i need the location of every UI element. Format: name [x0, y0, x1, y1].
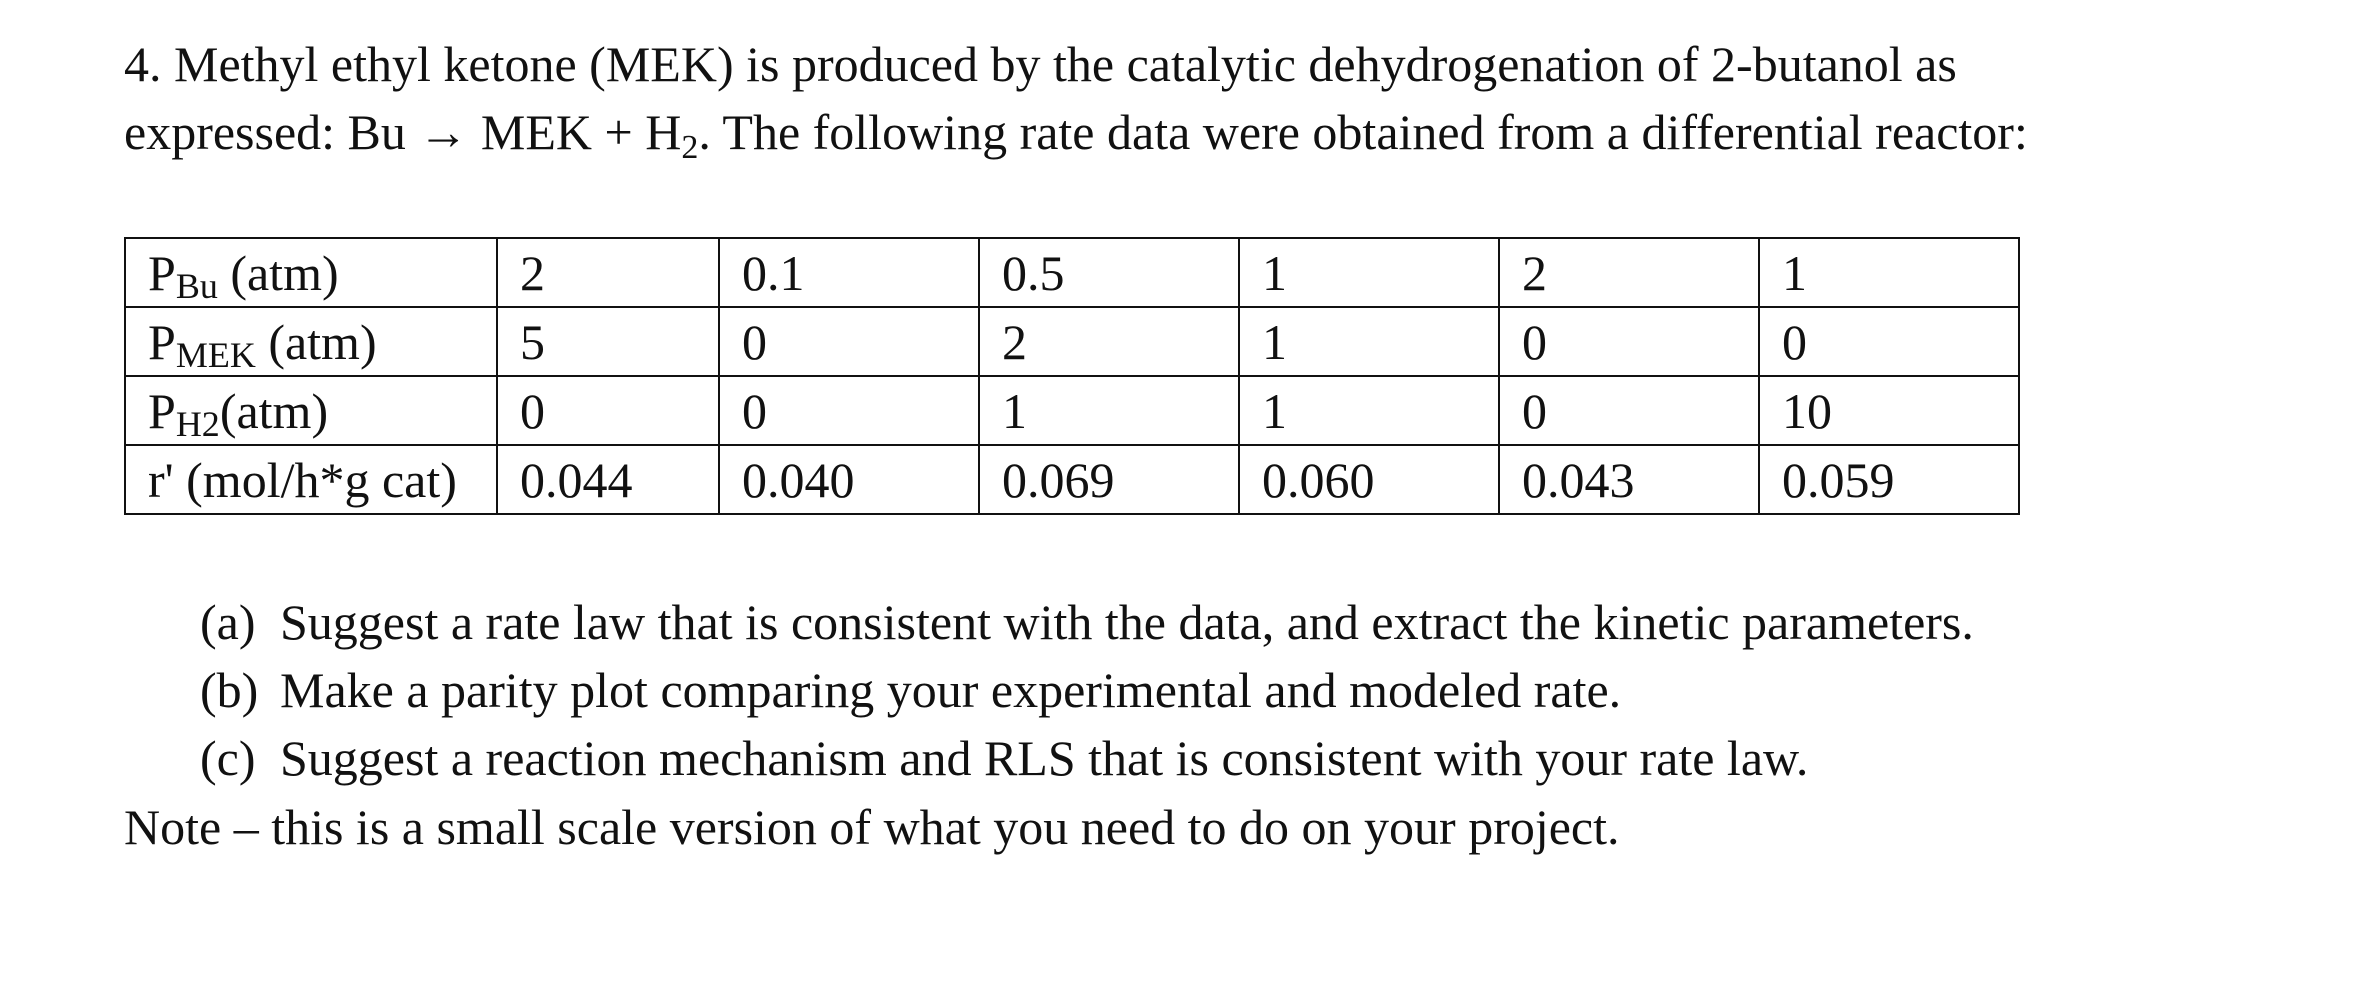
- row-header-unit: (atm): [217, 244, 339, 301]
- table-cell: 0.044: [497, 445, 719, 514]
- table-cell: 0: [719, 376, 979, 445]
- table-cell: 5: [497, 307, 719, 376]
- project-note: Note – this is a small scale version of what you need to do on your project.: [124, 799, 1620, 855]
- question-text: Suggest a reaction mechanism and RLS that is consistent with your rate law.: [280, 730, 1809, 786]
- table-cell: 1: [1759, 238, 2019, 307]
- row-header-unit: (atm): [255, 313, 377, 370]
- h2-subscript: 2: [681, 129, 699, 166]
- row-header: [125, 238, 497, 307]
- table-cell: 0.069: [979, 445, 1239, 514]
- question-item-a: [200, 588, 1974, 656]
- table-cell: 0.060: [1239, 445, 1499, 514]
- table-cell: 0.5: [979, 238, 1239, 307]
- table-cell: 1: [979, 376, 1239, 445]
- row-header-main: P: [148, 382, 176, 439]
- table-cell: 1: [1239, 376, 1499, 445]
- question-text: Make a parity plot comparing your experimental and modeled rate.: [280, 662, 1622, 718]
- question-label: (a): [200, 594, 256, 650]
- table-cell: 0.1: [719, 238, 979, 307]
- question-item-b: [200, 656, 1974, 724]
- rate-data-table: [124, 237, 2020, 515]
- reaction-text: expressed: Bu → MEK + H: [124, 104, 682, 160]
- table-row: [125, 307, 2019, 376]
- table-cell: 0: [497, 376, 719, 445]
- table-cell: 2: [979, 307, 1239, 376]
- problem-statement: [124, 30, 2274, 173]
- row-header: [125, 445, 497, 514]
- table-row: [125, 376, 2019, 445]
- row-header-main: P: [148, 313, 176, 370]
- problem-statement-line-2: [124, 98, 2274, 173]
- row-header: [125, 376, 497, 445]
- row-header-subscript: MEK: [175, 334, 256, 375]
- question-item-c: [200, 724, 1974, 792]
- table-cell: 0.043: [1499, 445, 1759, 514]
- table-cell: 0: [1499, 376, 1759, 445]
- table-cell: 0: [1759, 307, 2019, 376]
- table-row: [125, 445, 2019, 514]
- question-list: [200, 588, 1974, 792]
- row-header-subscript: Bu: [175, 265, 218, 306]
- row-header: [125, 307, 497, 376]
- table-cell: 1: [1239, 238, 1499, 307]
- row-header-main: r' (mol/h*g cat): [148, 451, 457, 508]
- table-cell: 0.040: [719, 445, 979, 514]
- question-label: (b): [200, 662, 259, 718]
- table-row: [125, 238, 2019, 307]
- problem-statement-line-1: 4. Methyl ethyl ketone (MEK) is produced by the catalytic dehydrogenation of 2-butanol as: [124, 36, 1957, 92]
- table-cell: 10: [1759, 376, 2019, 445]
- problem-statement-tail: . The following rate data were obtained from a differential reactor:: [698, 104, 2028, 160]
- row-header-main: P: [148, 244, 176, 301]
- question-label: (c): [200, 730, 256, 786]
- table-cell: 2: [1499, 238, 1759, 307]
- table-cell: 2: [497, 238, 719, 307]
- row-header-subscript: H2: [175, 403, 220, 444]
- table-cell: 0.059: [1759, 445, 2019, 514]
- table-cell: 0: [1499, 307, 1759, 376]
- row-header-unit: (atm): [219, 382, 329, 439]
- question-text: Suggest a rate law that is consistent with the data, and extract the kinetic parameters.: [280, 594, 1974, 650]
- table-cell: 0: [719, 307, 979, 376]
- table-cell: 1: [1239, 307, 1499, 376]
